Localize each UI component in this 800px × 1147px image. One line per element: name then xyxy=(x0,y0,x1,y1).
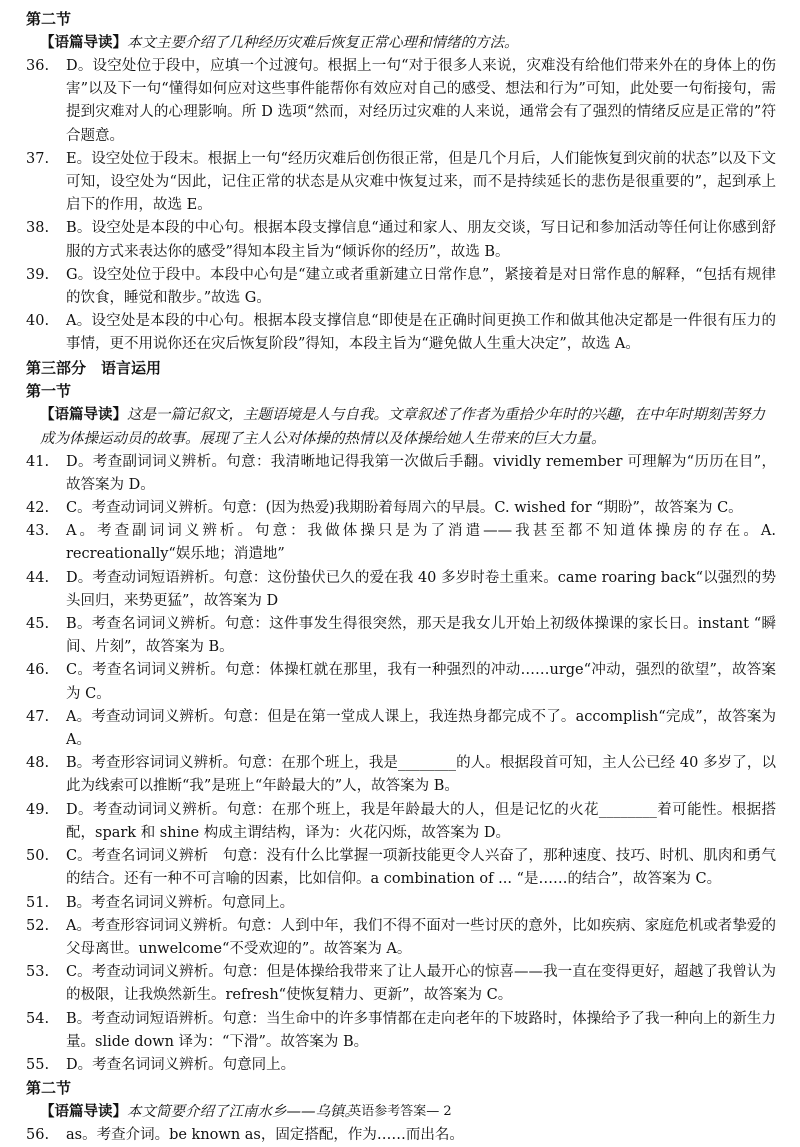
answer-explanation: B。考查形容词词义辨析。句意：在那个班上，我是________的人。根据段首可知，主人公已经 40 多岁了，以此为线索可以推断“我”是班上“年龄最大的”人，故答案为 B。 xyxy=(66,755,776,795)
answer-number: 54. xyxy=(26,1010,50,1027)
answer-explanation: A。考查副词词义辨析。句意：我做体操只是为了消遣——我甚至都不知道体操房的存在。A. recreationally“娱乐地；消遣地” xyxy=(66,523,776,563)
answer-item xyxy=(26,613,776,659)
answer-number: 46. xyxy=(26,662,50,679)
answer-number: 51. xyxy=(26,894,50,911)
answer-explanation: B。考查名词词义辨析。句意：这件事发生得很突然，那天是我女儿开始上初级体操课的家长日。instant “瞬间、片刻”，故答案为 B。 xyxy=(66,616,776,656)
answer-item xyxy=(26,497,776,520)
answer-explanation: D。设空处位于段中，应填一个过渡句。根据上一句“对于很多人来说，灾难没有给他们带来外在的身体上的伤害”以及下一句“懂得如何应对这些事件能帮你有效应对自己的感受、想法和行为”可知，此处要一句衔接句，需提到灾难对人的心理影响。所 D 选项“然而，对经历过灾难的人来说，通常会有了强烈的情绪反应是正常的”符合题意。 xyxy=(66,58,776,144)
reading-guide-text: 本文简要介绍了江南水乡——乌镇。 xyxy=(127,1104,359,1121)
answer-explanation: D。考查动词短语辨析。句意：这份蛰伏已久的爱在我 40 多岁时卷土重来。came roaring back“以强烈的势头回归，来势更猛”，故答案为 D xyxy=(66,569,776,609)
answer-item xyxy=(26,961,776,1007)
answer-number: 53. xyxy=(26,964,50,981)
answer-number: 38. xyxy=(26,220,50,237)
answer-explanation: A。考查形容词词义辨析。句意：人到中年，我们不得不面对一些讨厌的意外，比如疾病、家庭危机或者挚爱的父母离世。unwelcome“不受欢迎的”。故答案为 A。 xyxy=(66,917,776,957)
answer-item xyxy=(26,1008,776,1054)
answer-number: 36. xyxy=(26,58,50,74)
answer-number: 42. xyxy=(26,500,50,517)
answer-item xyxy=(26,706,776,752)
answer-item xyxy=(26,1124,776,1147)
section-title: 第一节 xyxy=(26,381,72,400)
answer-number: 48. xyxy=(26,755,50,772)
answer-item xyxy=(26,752,776,798)
answer-explanation: G。设空处位于段中。本段中心句是“建立或者重新建立日常作息”，紧接着是对日常作息的解释，“包括有规律的饮食，睡觉和散步。”故选 G。 xyxy=(66,266,776,307)
answer-number: 45. xyxy=(26,616,50,633)
answer-explanation: C。考查动词词义辨析。句意：但是体操给我带来了让人最开心的惊喜——我一直在变得更好，超越了我曾认为的极限，让我焕然新生。refresh“使恢复精力、更新”，故答案为 C。 xyxy=(66,964,776,1004)
answer-item xyxy=(26,451,776,497)
section-title: 第二节 xyxy=(26,10,72,28)
answer-number: 56. xyxy=(26,1127,50,1144)
page-footer: 英语参考答案— 2 xyxy=(348,1104,452,1119)
answer-explanation: C。考查名词词义辨析。句意：体操杠就在那里，我有一种强烈的冲动……urge“冲动，强烈的欲望”，故答案为 C。 xyxy=(66,662,776,702)
answer-item xyxy=(26,520,776,566)
part-title: 第三部分 语言运用 xyxy=(26,358,162,377)
answer-explanation: A。设空处是本段的中心句。根据本段支撑信息“即使是在正确时间更换工作和做其他决定都是一件很有压力的事情，更不用说你还在灾后恢复阶段”得知，本段主旨为“避免做人生重大决定”，故选 A。 xyxy=(66,313,776,353)
answer-explanation: D。考查动词词义辨析。句意：在那个班上，我是年龄最大的人，但是记忆的火花________着可能性。根据搭配，spark 和 shine 构成主谓结构，译为：火花闪烁，故答案为 D。 xyxy=(66,801,776,841)
answer-page xyxy=(26,8,776,1147)
answer-explanation: as。考查介词。be known as，固定搭配，作为……而出名。 xyxy=(66,1127,464,1144)
answer-explanation: D。考查名词词义辨析。句意同上。 xyxy=(66,1056,296,1073)
answer-item xyxy=(26,1054,776,1077)
answer-number: 49. xyxy=(26,801,50,818)
answer-item xyxy=(26,567,776,613)
answer-item xyxy=(26,55,776,148)
answer-explanation: B。考查名词词义辨析。句意同上。 xyxy=(66,894,295,911)
answer-explanation: B。设空处是本段的中心句。根据本段支撑信息“通过和家人、朋友交谈，写日记和参加活动等任何让你感到舒服的方式来表达你的感受”得知本段主旨为“倾诉你的经历”，故选 B。 xyxy=(66,220,776,260)
reading-guide-label: 【语篇导读】 xyxy=(40,34,127,51)
answer-list xyxy=(26,451,776,1077)
answer-item xyxy=(26,659,776,705)
answer-list xyxy=(26,1124,776,1147)
answer-list xyxy=(26,55,776,357)
answer-number: 37. xyxy=(26,150,50,167)
reading-guide xyxy=(26,403,776,451)
answer-item xyxy=(26,845,776,891)
answer-item xyxy=(26,148,776,218)
reading-guide-text: 这是一篇记叙文，主题语境是人与自我。文章叙述了作者为重拾少年时的兴趣，在中年时期刻苦努力成为体操运动员的故事。展现了主人公对体操的热情以及体操给她人生带来的巨大力量。 xyxy=(40,406,765,447)
reading-guide-label: 【语篇导读】 xyxy=(40,1103,127,1121)
answer-explanation: C。考查名词词义辨析 句意：没有什么比掌握一项新技能更令人兴奋了，那种速度、技巧、时机、肌肉和勇气的结合。还有一种不可言喻的因素，比如信仰。a combination of ... “是……的结合”，故答案为 C。 xyxy=(66,848,776,888)
answer-number: 55. xyxy=(26,1056,50,1073)
answer-number: 44. xyxy=(26,569,50,586)
reading-guide xyxy=(26,31,776,55)
answer-item xyxy=(26,310,776,356)
reading-guide-text: 本文主要介绍了几种经历灾难后恢复正常心理和情绪的方法。 xyxy=(127,35,519,51)
reading-guide-label: 【语篇导读】 xyxy=(40,405,127,423)
answer-number: 47. xyxy=(26,708,50,725)
answer-explanation: B。考查动词短语辨析。句意：当生命中的许多事情都在走向老年的下坡路时，体操给予了我一种向上的新生力量。slide down 译为：“下滑”。故答案为 B。 xyxy=(66,1010,776,1050)
answer-number: 43. xyxy=(26,523,50,540)
answer-explanation: C。考查动词词义辨析。句意：(因为热爱)我期盼着每周六的早晨。C. wished for “期盼”，故答案为 C。 xyxy=(66,500,743,517)
answer-number: 40. xyxy=(26,313,50,330)
answer-item xyxy=(26,915,776,961)
answer-item xyxy=(26,892,776,915)
answer-number: 50. xyxy=(26,848,50,865)
answer-number: 52. xyxy=(26,917,50,934)
answer-explanation: D。考查副词词义辨析。句意：我清晰地记得我第一次做后手翻。vividly remember 可理解为“历历在目”，故答案为 D。 xyxy=(66,453,776,493)
answer-item xyxy=(26,217,776,263)
section-title: 第二节 xyxy=(26,1079,72,1098)
answer-number: 39. xyxy=(26,266,50,283)
answer-item xyxy=(26,799,776,845)
answer-number: 41. xyxy=(26,453,50,470)
answer-explanation: E。设空处位于段末。根据上一句“经历灾难后创伤很正常，但是几个月后，人们能恢复到灾前的状态”以及下文可知，设空处为“因此，记住正常的状态是从灾难中恢复过来，而不是持续延长的悲伤是很重要的”，起到承上启下的作用，故选 E。 xyxy=(66,150,776,214)
answer-explanation: A。考查动词词义辨析。句意：但是在第一堂成人课上，我连热身都完成不了。accomplish“完成”，故答案为 A。 xyxy=(66,708,776,749)
answer-item xyxy=(26,264,776,310)
